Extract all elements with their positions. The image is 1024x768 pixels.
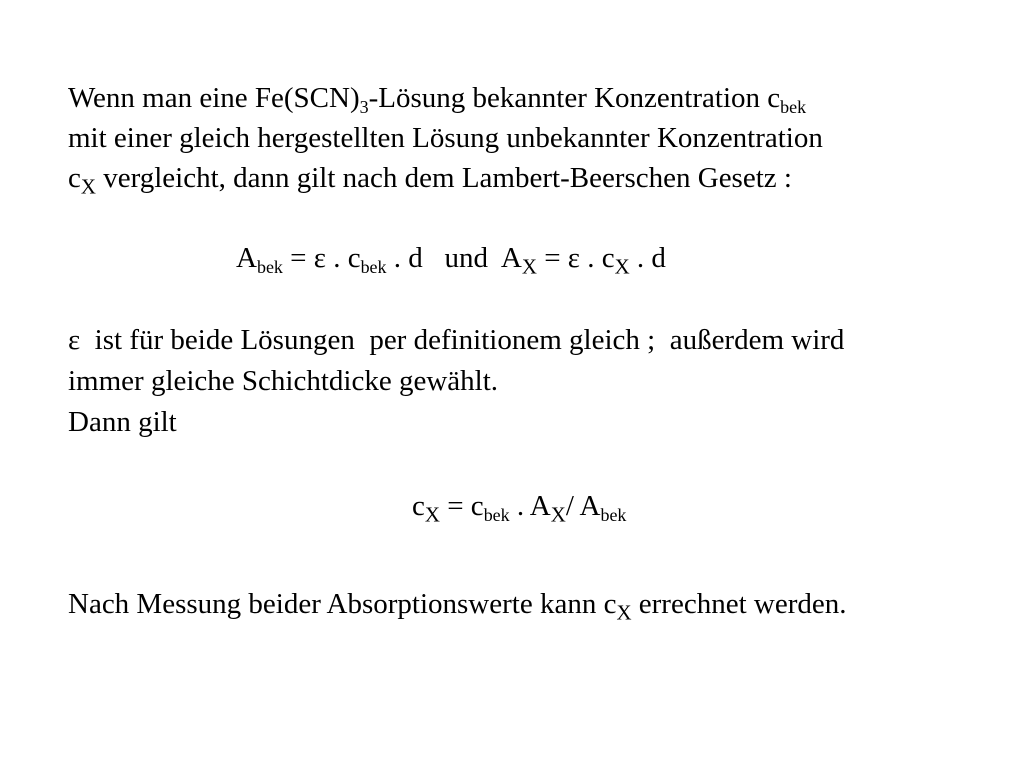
intro-line-3: [68, 162, 792, 199]
eq1-c: . d und A: [386, 242, 522, 274]
explanation-line-1-text: ε ist für beide Lösungen per definitionem gleich ; außerdem wird: [68, 324, 845, 356]
explanation-line-3: [68, 408, 177, 437]
eq2-sub-bek-2: bek: [600, 504, 627, 525]
eq1-e: . d: [629, 242, 666, 274]
intro-line-3-sub-x: X: [80, 174, 96, 199]
conclusion-sub-x: X: [616, 600, 632, 625]
intro-line-3-c: c: [68, 162, 81, 194]
eq1-sub-x-2: X: [614, 254, 630, 279]
intro-line-1-text-b: -Lösung bekannter Konzentration c: [368, 82, 781, 114]
eq2-a: c: [412, 490, 425, 522]
eq1-sub-bek-1: bek: [256, 256, 283, 277]
eq2-sub-x-2: X: [550, 502, 566, 527]
intro-line-1-text-a: Wenn man eine Fe(SCN): [68, 82, 360, 114]
explanation-line-3-text: Dann gilt: [68, 406, 177, 438]
eq2-d: / A: [565, 490, 601, 522]
eq2-sub-bek-1: bek: [483, 504, 510, 525]
eq2-b: = c: [439, 490, 484, 522]
intro-line-1-sub-bek: bek: [780, 96, 807, 117]
eq2-sub-x-1: X: [424, 502, 440, 527]
intro-line-2-text: mit einer gleich hergestellten Lösung unbekannter Konzentration: [68, 122, 823, 154]
intro-line-1-sub-3: 3: [359, 96, 369, 117]
conclusion-text-a: Nach Messung beider Absorptionswerte kann c: [68, 588, 617, 620]
eq1-sub-bek-2: bek: [360, 256, 387, 277]
eq2-c: . A: [509, 490, 551, 522]
explanation-line-1: [68, 326, 844, 355]
equation-lambert-beer: [236, 242, 666, 279]
eq1-d: = ε . c: [536, 242, 615, 274]
intro-line-1: [68, 82, 807, 117]
conclusion-text-b: errechnet werden.: [631, 588, 847, 620]
conclusion-line: [68, 588, 847, 625]
explanation-line-2-text: immer gleiche Schichtdicke gewählt.: [68, 365, 499, 397]
intro-line-2: [68, 124, 823, 153]
eq1-a: A: [236, 242, 257, 274]
equation-result: [412, 490, 627, 527]
intro-line-3-text: vergleicht, dann gilt nach dem Lambert-Beerschen Gesetz :: [95, 162, 792, 194]
eq1-b: = ε . c: [282, 242, 361, 274]
eq1-sub-x-1: X: [521, 254, 537, 279]
explanation-line-2: [68, 367, 498, 396]
